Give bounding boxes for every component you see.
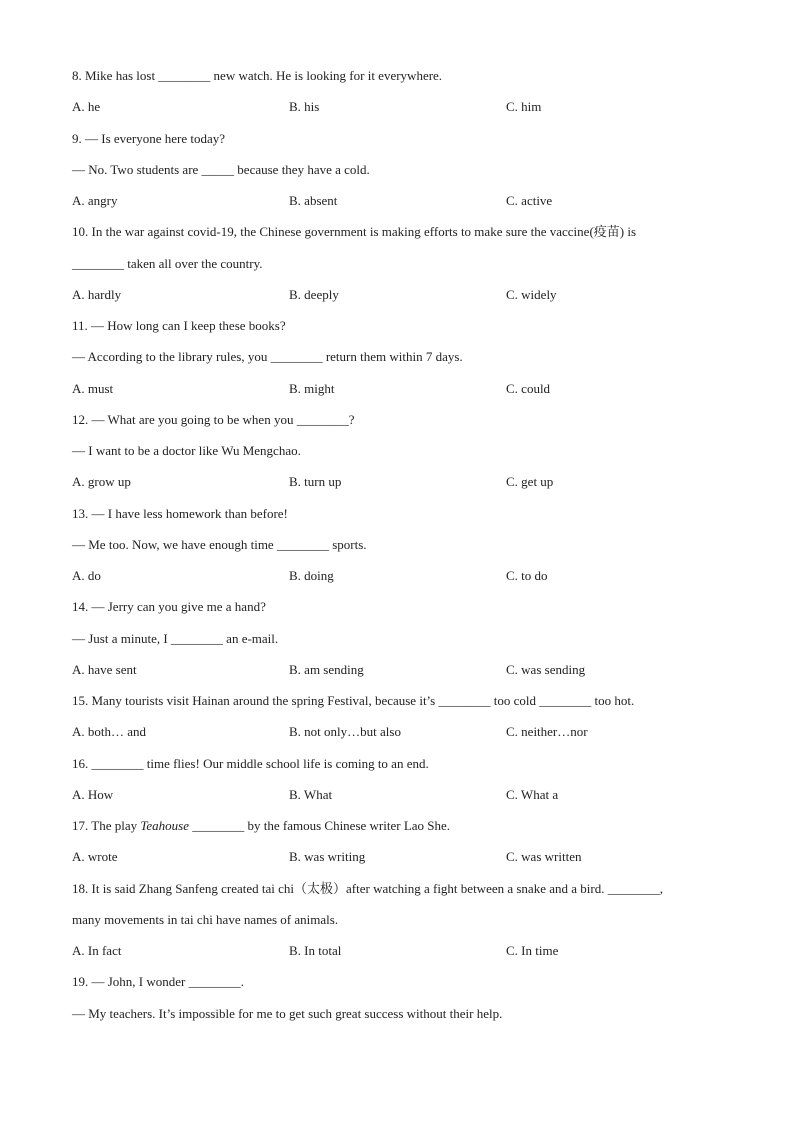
answer-options	[72, 724, 722, 740]
option-a[interactable]: A. both… and	[72, 724, 147, 740]
option-b[interactable]: B. deeply	[289, 286, 339, 302]
question-text: ________ by the famous Chinese writer Lao She.	[189, 818, 451, 833]
question-text: many movements in tai chi have names of animals.	[72, 911, 339, 927]
option-b[interactable]: B. doing	[289, 568, 334, 583]
question-stem	[72, 131, 225, 147]
option-c[interactable]: C. In time	[506, 943, 559, 958]
question-text: — Me too. Now, we have enough time ________ sports.	[72, 536, 367, 552]
answer-options	[72, 287, 722, 303]
question-text: 11. — How long can I keep these books?	[72, 318, 286, 333]
option-a[interactable]: A. wrote	[72, 849, 118, 865]
question-stem	[72, 68, 442, 84]
option-a[interactable]: A. have sent	[72, 661, 137, 677]
option-c[interactable]: C. widely	[506, 286, 557, 302]
question-stem	[72, 412, 354, 428]
question-stem	[72, 318, 286, 334]
option-b[interactable]: B. absent	[289, 193, 338, 208]
option-a[interactable]: A. In fact	[72, 943, 122, 958]
option-c[interactable]: C. neither…nor	[506, 724, 588, 740]
question-line	[72, 1006, 502, 1022]
question-text: 9. — Is everyone here today?	[72, 130, 226, 146]
question-text: — No. Two students are _____ because they have a cold.	[72, 161, 370, 177]
option-c[interactable]: C. could	[506, 380, 551, 396]
question-text: 13. — I have less homework than before!	[72, 505, 288, 521]
question-line	[72, 349, 463, 365]
option-b[interactable]: B. am sending	[289, 661, 364, 677]
option-b[interactable]: B. might	[289, 380, 335, 396]
question-text: — I want to be a doctor like Wu Mengchao.	[72, 443, 301, 458]
option-a[interactable]: A. How	[72, 786, 114, 802]
option-c[interactable]: C. active	[506, 193, 553, 208]
question-stem	[72, 693, 634, 709]
question-text: — According to the library rules, you ________ return them within 7 days.	[72, 349, 463, 365]
question-text: 17. The play	[72, 818, 141, 833]
answer-options	[72, 381, 722, 397]
question-stem	[72, 818, 450, 834]
answer-options	[72, 193, 722, 209]
question-text: 18. It is said Zhang Sanfeng created tai chi（太极）after watching a fight between a snake and a bird. ________,	[72, 880, 663, 896]
option-b[interactable]: B. his	[289, 99, 320, 115]
question-text: 12. — What are you going to be when you ________?	[72, 411, 355, 427]
question-line	[72, 631, 278, 647]
answer-options	[72, 787, 722, 803]
question-stem	[72, 881, 663, 897]
option-a[interactable]: A. angry	[72, 193, 118, 208]
option-a[interactable]: A. must	[72, 380, 114, 396]
question-text: — Just a minute, I ________ an e-mail.	[72, 630, 279, 646]
question-line	[72, 443, 301, 459]
option-c[interactable]: C. get up	[506, 474, 554, 490]
question-stem	[72, 599, 266, 615]
answer-options	[72, 474, 722, 490]
question-text: 10. In the war against covid-19, the Chinese government is making efforts to make sure the vaccine(疫苗) is	[72, 224, 637, 240]
italic-title: Teahouse	[140, 818, 189, 833]
option-b[interactable]: B. was writing	[289, 849, 366, 865]
answer-options	[72, 662, 722, 678]
option-a[interactable]: A. grow up	[72, 474, 131, 490]
option-a[interactable]: A. do	[72, 568, 101, 583]
option-c[interactable]: C. him	[506, 99, 542, 115]
answer-options	[72, 943, 722, 959]
option-c[interactable]: C. to do	[506, 568, 548, 583]
option-b[interactable]: B. turn up	[289, 474, 342, 490]
option-b[interactable]: B. In total	[289, 943, 342, 958]
question-stem	[72, 974, 244, 990]
question-line	[72, 162, 370, 178]
option-b[interactable]: B. not only…but also	[289, 724, 401, 740]
answer-options	[72, 849, 722, 865]
question-text: — My teachers. It’s impossible for me to get such great success without their help.	[72, 1005, 503, 1021]
question-text: 15. Many tourists visit Hainan around the spring Festival, because it’s ________ too cold ________ too hot.	[72, 693, 635, 708]
question-text: ________ taken all over the country.	[72, 255, 263, 271]
answer-options	[72, 568, 722, 584]
question-stem	[72, 224, 636, 240]
question-text: 19. — John, I wonder ________.	[72, 974, 244, 990]
question-line	[72, 912, 338, 928]
question-text: 14. — Jerry can you give me a hand?	[72, 599, 266, 615]
question-stem	[72, 756, 429, 772]
option-a[interactable]: A. he	[72, 99, 101, 115]
question-text: 16. ________ time flies! Our middle school life is coming to an end.	[72, 755, 429, 771]
question-line	[72, 537, 367, 553]
question-text: 8. Mike has lost ________ new watch. He is looking for it everywhere.	[72, 68, 443, 83]
option-a[interactable]: A. hardly	[72, 286, 122, 302]
option-c[interactable]: C. What a	[506, 786, 559, 802]
option-b[interactable]: B. What	[289, 786, 333, 802]
option-c[interactable]: C. was written	[506, 849, 582, 865]
answer-options	[72, 99, 722, 115]
question-line	[72, 256, 263, 272]
option-c[interactable]: C. was sending	[506, 661, 586, 677]
question-stem	[72, 506, 288, 522]
